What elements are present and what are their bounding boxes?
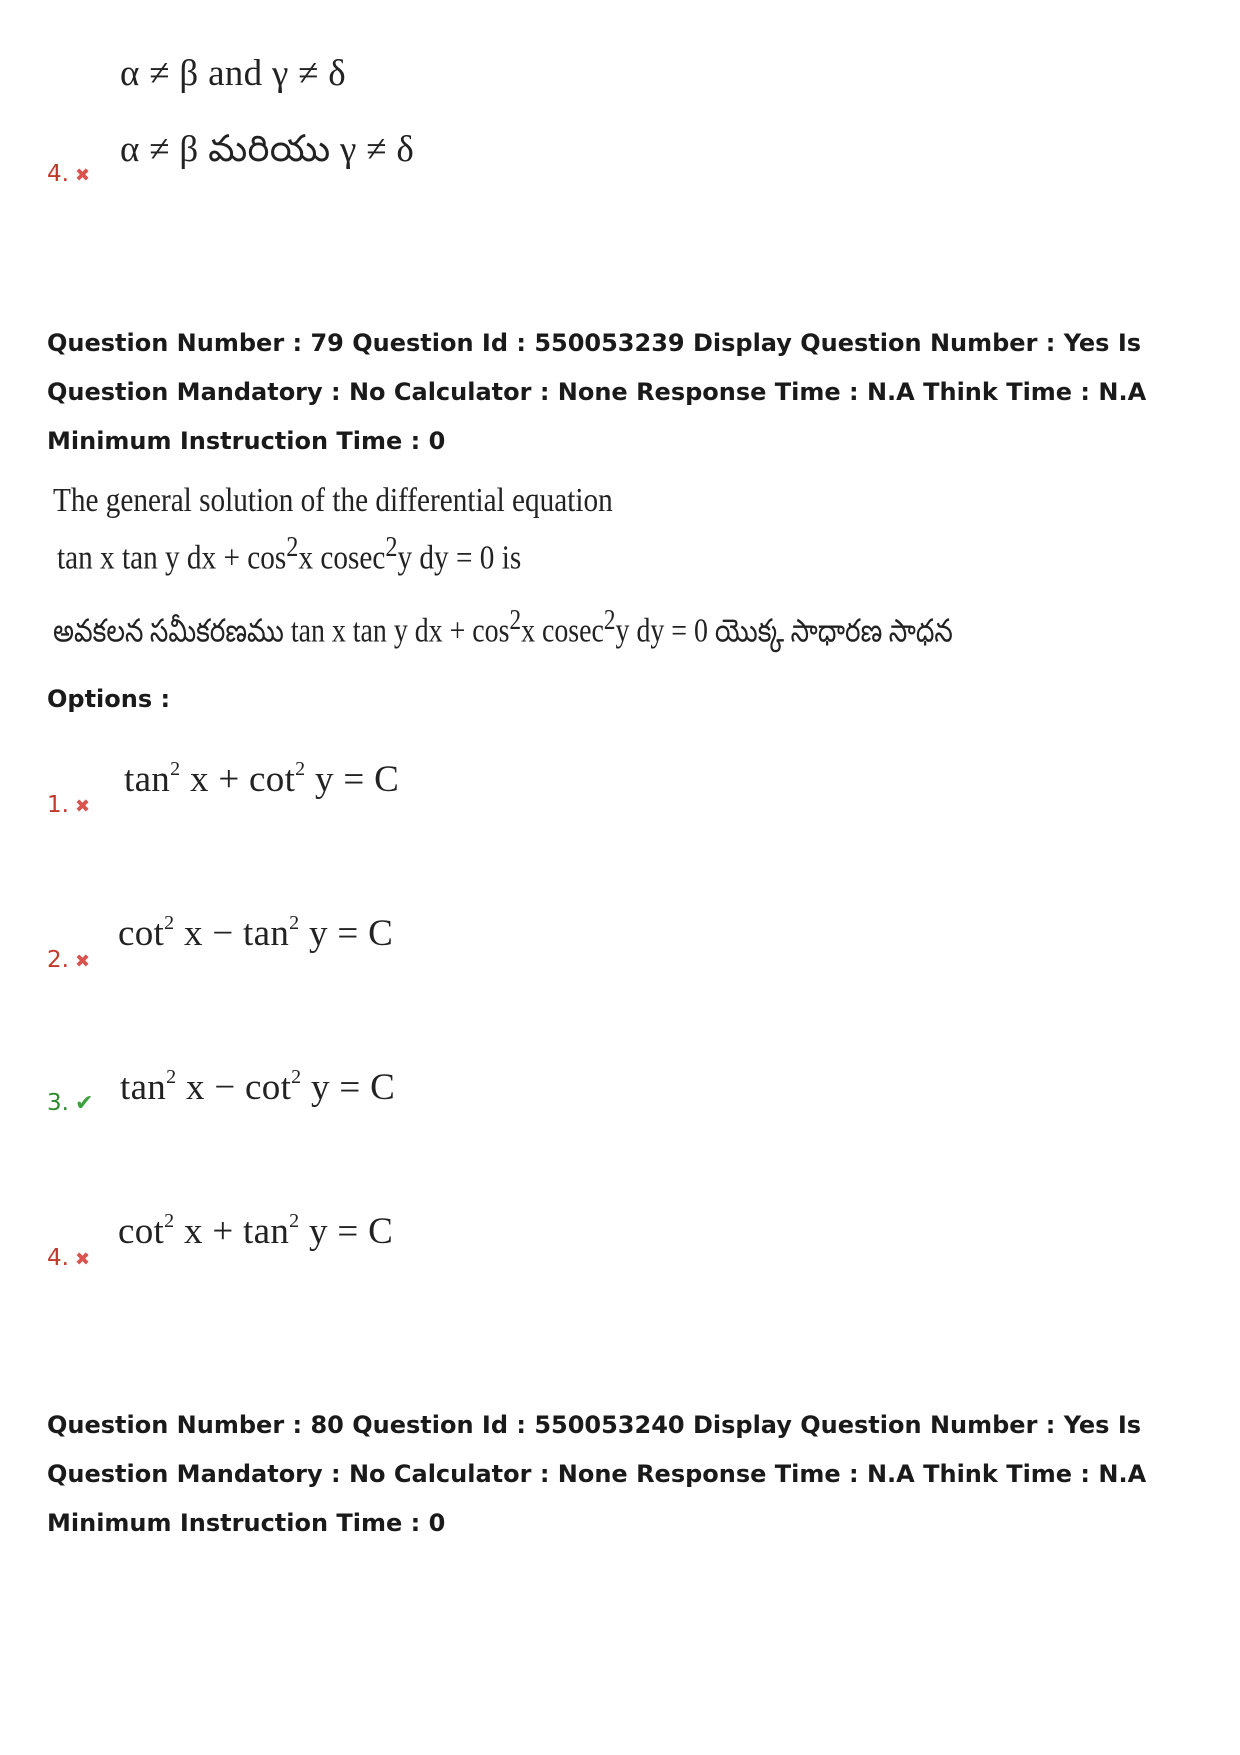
superscript: 2 xyxy=(164,1210,175,1232)
option-3-text xyxy=(120,1066,395,1109)
math-part: y = C xyxy=(311,1067,396,1108)
math-part: cot xyxy=(118,1211,165,1252)
options-heading: Options : xyxy=(47,685,171,713)
question-79-text-line1: The general solution of the differential equation xyxy=(53,482,613,519)
cross-icon: ✖ xyxy=(74,1249,91,1270)
question-79-equation xyxy=(57,532,521,577)
option-number-label: 2. xyxy=(47,947,69,973)
math-part: x − cot xyxy=(185,1067,292,1108)
option-2-number xyxy=(47,947,90,973)
prev-option4-english: α ≠ β and γ ≠ δ xyxy=(120,53,347,94)
cross-icon: ✖ xyxy=(74,796,91,817)
prev-option4-number xyxy=(47,161,90,187)
question-79-telugu xyxy=(53,605,953,657)
math-part: x + tan xyxy=(183,1211,290,1252)
question-80-meta: Question Number : 80 Question Id : 550053240 Display Question Number : Yes Is Question Mandatory : No Calculator : None Response Time : N.A Think Time : N.A Minimum Instruction Time : 0 xyxy=(47,1411,1147,1537)
superscript: 2 xyxy=(295,758,306,780)
option-number-label: 3. xyxy=(47,1090,69,1116)
cross-icon: ✖ xyxy=(74,165,91,186)
math-part: cot xyxy=(118,913,165,954)
option-1-number xyxy=(47,792,90,818)
equation-part: tan x tan y dx + cos xyxy=(290,612,510,650)
superscript: 2 xyxy=(166,1066,177,1088)
superscript: 2 xyxy=(289,912,300,934)
math-part: tan xyxy=(120,1067,167,1108)
equation-part: y dy = 0 xyxy=(615,612,715,650)
equation-part: tan x tan y dx + cos xyxy=(57,539,287,577)
option-2-text xyxy=(118,912,393,955)
equation-part: x cosec xyxy=(298,539,386,577)
math-part: x − tan xyxy=(183,913,290,954)
prev-option4-telugu: α ≠ β మరియు γ ≠ δ xyxy=(120,129,415,170)
option-4-number xyxy=(47,1245,90,1271)
option-3-number xyxy=(47,1090,93,1116)
math-part: y = C xyxy=(309,913,394,954)
option-1-text xyxy=(124,758,399,801)
superscript: 2 xyxy=(385,532,398,563)
equation-part: x cosec xyxy=(521,612,604,650)
superscript: 2 xyxy=(509,605,522,636)
option-number-label: 1. xyxy=(47,792,69,818)
superscript: 2 xyxy=(170,758,181,780)
math-part: y = C xyxy=(315,759,400,800)
math-part: tan xyxy=(124,759,171,800)
option-4-text xyxy=(118,1210,393,1253)
option-number-label: 4. xyxy=(47,161,69,187)
cross-icon: ✖ xyxy=(74,951,91,972)
telugu-prefix: అవకలన సమీకరణము xyxy=(53,612,284,649)
option-number-label: 4. xyxy=(47,1245,69,1271)
telugu-suffix: యొక్క సాధారణ సాధన xyxy=(714,612,953,649)
question-79-meta: Question Number : 79 Question Id : 550053239 Display Question Number : Yes Is Question Mandatory : No Calculator : None Response Time : N.A Think Time : N.A Minimum Instruction Time : 0 xyxy=(47,329,1147,455)
math-part: y = C xyxy=(309,1211,394,1252)
equation-part: y dy = 0 is xyxy=(397,539,522,577)
superscript: 2 xyxy=(164,912,175,934)
superscript: 2 xyxy=(289,1210,300,1232)
superscript: 2 xyxy=(286,532,299,563)
check-icon: ✔ xyxy=(74,1091,94,1116)
superscript: 2 xyxy=(291,1066,302,1088)
superscript: 2 xyxy=(603,605,616,636)
math-part: x + cot xyxy=(189,759,296,800)
